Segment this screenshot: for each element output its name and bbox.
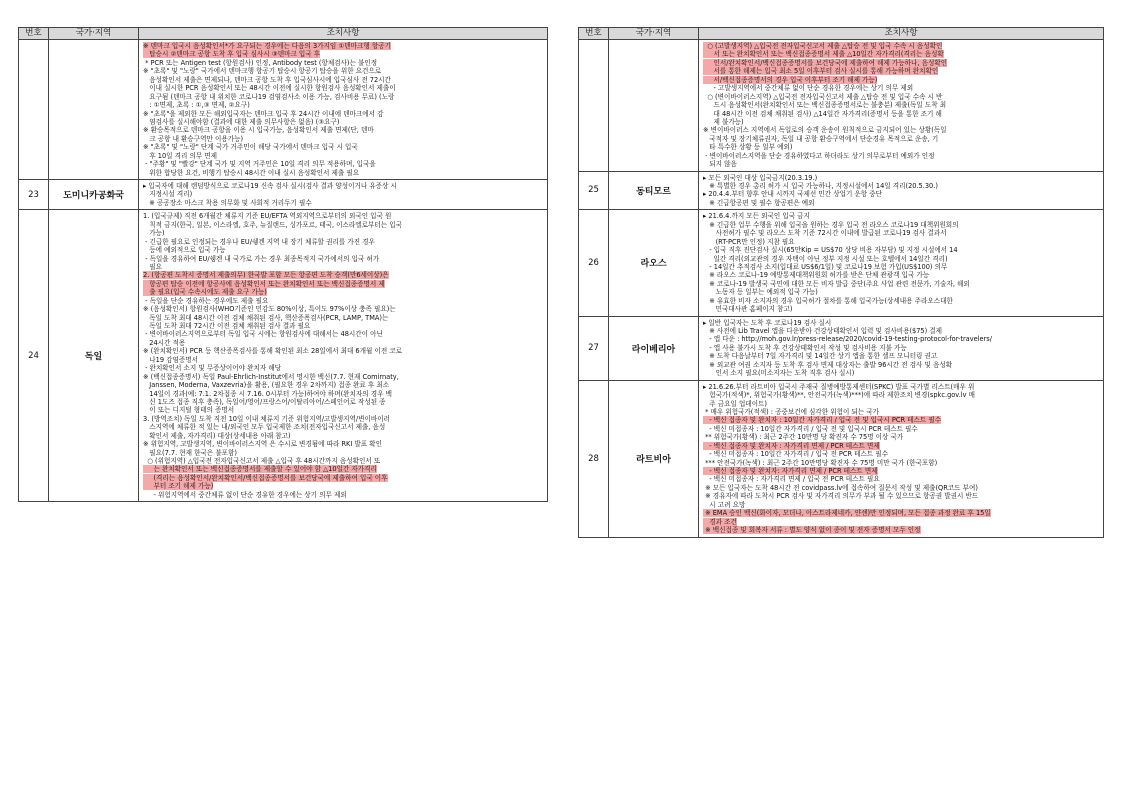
measure-line: 요구됨 (덴마크 공항 내 위치한 코로나19 검염검사소 이용 가능, 검사비용 무료) (노랑 (143, 92, 395, 101)
row-measures (699, 380, 1104, 537)
measure-line (703, 518, 1099, 526)
measure-line: 시 고려 요망 (703, 500, 746, 509)
highlighted-text: ※ EMA 승인 백신(화이자, 모더나, 아스트라제네카, 얀센)만 인정되며, 모든 접종 과정 완료 후 15일 (703, 509, 991, 518)
measure-line (703, 42, 1099, 50)
table-row (19, 40, 548, 180)
measure-line: 필요 (143, 262, 163, 271)
highlighted-text: 2. (항공편 도착시 증명서 제출의무) 한국발 포함 모든 항공편 도착 승객(만6세이상)은 (143, 271, 389, 280)
measures-table-left (18, 27, 548, 502)
highlighted-text: 인서/완치확인서/백신접종증명서를 보건당국에 제출하여 해제 가능하나, 음성확인 (703, 58, 948, 67)
highlighted-text: 서 또는 완치확인서 또는 백신접종증명서 제출 △10일간 자가격리(격리는 음성확 (703, 50, 944, 59)
row-number (579, 40, 609, 172)
measure-line: ※ 긴급한 업무 수행을 위해 입국을 원하는 경우 입국 전 라오스 코로나19 대책위원회의 (703, 220, 959, 229)
measure-line: 스지역에 체류한 적 있는 내/외국인 모두 입국제한 조치(전자입국신고서 제출, 음성 (143, 423, 386, 432)
measure-line: : ①면제, 초록 : ①,③ 면제, ②요구) (143, 101, 250, 110)
measure-line: 나19 감염증명서 (143, 355, 198, 364)
measure-line: ▸ 입국자에 대해 랜덤방식으로 코로나19 신속 검사 실시(검사 결과 양성이거나 유증상 시 (143, 182, 397, 190)
measure-line (703, 526, 1099, 534)
left-page (18, 27, 548, 502)
measure-line: ※ 변이바이러스 지역에서 독일로의 승객 운송이 원칙적으로 금지되어 있는 상황(독일 (703, 126, 947, 135)
table-row (579, 210, 1104, 316)
measure-line: ※ 사전에 Lib Travel 앱을 다운받아 건강상태확인서 입력 및 검사비용($75) 결제 (703, 327, 943, 335)
measure-line: 제 불가능) (703, 117, 744, 126)
measure-line: 크 공항 내 환승구역만 이용가능) (143, 134, 244, 143)
row-number: 23 (19, 180, 49, 210)
measure-line: 이 또는 디지털 형태의 증명서 (143, 406, 235, 415)
measure-line: 칙적 금지(한국, 일본, 이스라엘, 호주, 뉴질랜드, 싱가포르, 태국, 이스라엘로부터는 입국 (143, 220, 402, 229)
highlighted-text: - 백신 접종자 및 완치자: 자가격리 면제 / PCR 테스트 면제 (703, 467, 878, 475)
highlighted-text: 부터 조기 해제 가능) (143, 482, 214, 491)
right-page (578, 27, 1104, 538)
measure-line: 민국대사관 홈페이지 참고) (703, 305, 793, 314)
measures-table-right (578, 27, 1104, 538)
measure-line: ※ 모든 입국자는 도착 48시간 전 covidpass.lv에 접속하여 질문서 작성 및 제출(QR코드 부여) (703, 483, 978, 492)
measure-line: ※ 공공장소 마스크 착용 의무화 및 사회적 거리두기 필수 (143, 198, 312, 207)
measure-line: - 백신 미접종자 : 자가격리 면제 / 입국 전 PCR 테스트 필요 (703, 475, 880, 484)
measure-line: ○ (변이바이러스지역) △입국전 전자입국신고서 제출 △탑승 전 및 입국 수속 시 반 (703, 92, 943, 101)
table-row (579, 316, 1104, 380)
row-country: 라트비아 (609, 380, 699, 537)
measure-line (703, 416, 1099, 424)
table-row (579, 171, 1104, 210)
row-number: 25 (579, 171, 609, 210)
measure-line: 독일 도착 최대 72시간 이전 검체 채취된 검사 결과 필요 (143, 322, 311, 330)
measure-line: 신 1도즈 접종 직후 충족), 독일어/영어/프랑스어/이탈리아어/스페인어로 작성된 종 (143, 397, 386, 406)
table-row (19, 210, 548, 502)
row-number: 24 (19, 210, 49, 502)
measure-line: ※ (완치확인서) PCR 등 핵산증폭검사를 통해 확인된 최소 28일에서 최대 6개월 이전 코로 (143, 347, 403, 356)
measure-line: 되지 않음 (703, 160, 737, 169)
measure-line: 3. (방역조치) 독일 도착 직전 10일 이내 체류지 기준 위험지역/고발생지역/변이바이러 (143, 414, 390, 423)
measure-line: 음성확인서 제출은 면제되나, 덴마크 공항 도착 후 입국심사시에 입국심사 전 72시간 (143, 75, 391, 84)
measure-line: - 14일간 추적검사 소지(입대료 US$6/1일) 및 코로나19 보험 가입(US$100) 의무 (703, 262, 948, 271)
row-country (49, 40, 139, 180)
measure-line (143, 50, 543, 58)
measure-line: - 긴급한 필요로 인정되는 경우나 EU/쉥겐 지역 내 장기 체류할 권리를 가진 경우 (143, 237, 375, 246)
measure-line: 인서 소지 필요(미소지자는 도착 직후 검사 실시) (703, 369, 855, 378)
measure-line: ▸ 21.6.4.까지 모든 외국인 입국 금지 (703, 212, 810, 221)
highlighted-text: ※ 백신접종 및 회복자 서류 : 별도 양식 없이 종이 및 전자 증명서 모두 인정 (703, 526, 921, 535)
measure-line: 험국가(적색)*, 위험국가(황색)**, 안전국가(녹색)***)에 따라 제한조치 변경(spkc.gov.lv 매 (703, 391, 975, 400)
measure-line: 주 금요일 업데이트) (703, 399, 768, 408)
measure-line: 일간 격리(외교관의 경우 자택이 아닌 정부 지정 시설 또는 호텔에서 14일간 격리) (703, 254, 948, 263)
measure-line (143, 42, 543, 50)
measure-line: Janssen, Moderna, Vaxzevria)을 활용, (필요한 경우 2차까지) 접종 완료 후 최소 (143, 381, 390, 390)
measure-line: - 앱 다운 : http://moh.gov.lr/press-release/2020/covid-19-testing-protocol-for-travelers/ (703, 335, 992, 344)
measure-line: - 입국 직후 진단검사 실시(65만Kip = US$70 상당 비용 자부담) 및 지정 시설에서 14 (703, 246, 958, 255)
measure-line (703, 442, 1099, 450)
measure-line (143, 288, 543, 296)
highlighted-text: ○ (고발생지역) △입국전 전자입국신고서 제출 △탑승 전 및 입국 수속 시 음성확인 (703, 42, 943, 50)
measure-line: ※ 긴급항공편 및 필수 항공편은 예외 (703, 198, 815, 207)
measure-line: 후 10일 격리 의무 면제 (143, 151, 218, 160)
measure-line (703, 59, 1099, 67)
measure-line (703, 50, 1099, 58)
row-country: 독일 (49, 210, 139, 502)
measure-line: (RT-PCR만 인정) 지참 필요 (703, 237, 795, 246)
row-measures (699, 210, 1104, 316)
measure-line: ※ (백신접종증명서) 독일 Paul-Ehrlich-Institut에서 명시한 백신(7.7. 현재 Comirnaty, (143, 372, 399, 381)
row-country: 도미니카공화국 (49, 180, 139, 210)
measure-line: 지정시설 격리) (143, 190, 193, 199)
table-row (579, 380, 1104, 537)
measure-line: ▸ 일반 입국자는 도착 후 코로나19 검사 실시 (703, 318, 832, 327)
measure-line: 대 48시간 이전 검체 채취된 검사) △14일간 자가격리(증명서 등을 통한 조기 해 (703, 109, 942, 118)
measure-line: ○ (위험지역) △입국전 전자입국신고서 제출 △입국 후 48시간까지 음성확인서 또 (143, 457, 381, 465)
measure-line: ※ 코로나-19 발생국 국민에 대한 모든 비자 발급 중단(주요 사업 관련 전문가, 기술자, 해외 (703, 279, 970, 288)
measure-line: 확인서 제출, 자가격리) 대상(상세내용 아래 참고) (143, 431, 291, 440)
row-measures (699, 171, 1104, 210)
row-number: 28 (579, 380, 609, 537)
row-number: 27 (579, 316, 609, 380)
measure-line: ※ (음성확인서) 항원검사(WHO기준인 민감도 80%이상, 특이도 97%이상 충족 필요)는 (143, 305, 396, 314)
measure-line (703, 67, 1099, 75)
highlighted-text: 서/백신접종증명서의 경우 입국 이후부터 조기 해제 가능) (703, 75, 878, 84)
measure-line (143, 474, 543, 482)
measure-line: 국적자 및 장기체류권자, 독일 내 공항 환승구역에서 단순경유 목적으로 운송, 기 (703, 134, 939, 143)
row-measures (139, 180, 548, 210)
measure-line: ▸ 21.6.26.부터 라트비아 입국시 주재국 질병예방통제센터(SPKC) 발표 국가별 리스트(매우 위 (703, 382, 975, 391)
measure-line: 24시간 적용 (143, 338, 186, 347)
measure-line: ※ "초록" 및 "노랑" 국가에서 덴마크행 항공기 탑승시 항공기 탑승을 위한 요건으로 (143, 67, 382, 76)
measure-line (143, 482, 543, 490)
measure-line: 타 특수한 상황 등 일부 예외) (703, 143, 793, 152)
measure-line: ** 위험국가(황색) : 최근 2주간 10만명 당 확진자 수 75명 이상 국가 (703, 433, 904, 442)
measure-line: - 변이바이러스지역을 단순 경유하였다고 하더라도 상기 의무로부터 예외가 인정 (703, 151, 935, 160)
measure-line: - 위험지역에서 중간체류 없이 단순 경유한 경우에는 상기 의무 제외 (143, 490, 347, 499)
measure-line: - 독일을 단순 경유하는 경우에도 제출 필요 (143, 296, 269, 305)
measure-line: - 변이바이러스지역으로부터 독일 입국 시에는 항원검사에 대해서는 48시간이 아닌 (143, 330, 383, 339)
measure-line: ※ 특별한 경우 총리 허가 시 입국 가능하나, 지정시설에서 14일 격리(20.5.30.) (703, 182, 938, 190)
measure-line: 등에 예외적으로 입국 가능 (143, 246, 226, 255)
measure-line: - 백신 미접종자 : 10일간 자가격리 / 입국 전 PCR 테스트 필수 (703, 450, 889, 459)
measure-line: 노동자 등 일부는 예외적 입국 가능) (703, 288, 818, 297)
measure-line (143, 271, 543, 279)
measure-line: - "주황" 및 "빨강" 단계 국가 및 지역 거주민은 10일 격리 의무 적용하며, 입국을 (143, 160, 376, 169)
measure-line: 필요(7.7. 현재 한국은 불포함) (143, 448, 237, 457)
table-header (19, 28, 548, 40)
measure-line: 드시 음성확인서(완치확인서 또는 백신접종증명서로는 불충분) 제출(독일 도착 최 (703, 101, 947, 110)
header-measures: 조치사항 (699, 28, 1104, 40)
measure-line: 염검사를 실시해야함 (결과에 대한 제출 의무사항은 없음) (③요구) (143, 117, 340, 126)
highlighted-text: 서를 통한 해제는 입국 최소 5일 이후부터 검사 실시를 통해 가능하며 완치확인 (703, 67, 939, 76)
row-country: 동티모르 (609, 171, 699, 210)
measure-line: ※ "초록" 및 "노랑" 단계 국가 거주민이 해당 국가에서 덴마크 입국 시 입국 (143, 143, 358, 152)
row-number (19, 40, 49, 180)
highlighted-text: 탑승시 ②덴마크 공항 도착 후 입국 심사시 ③덴마크 입국 후 (143, 50, 321, 59)
table-row (579, 40, 1104, 172)
highlighted-text: ※ 덴마크 입국시 음성확인서*가 요구되는 경우에는 다음의 3가지임 ①덴마크행 항공기 (143, 42, 391, 50)
measure-line: ※ "초록"을 제외한 모든 해외입국자는 덴마크 입국 후 24시간 이내에 덴마크에서 감 (143, 109, 384, 118)
row-country: 라이베리아 (609, 316, 699, 380)
measure-line: ※ 위험지역, 고발생지역, 변이바이러스지역 은 수시로 변경됨에 따라 RKI 발표 확인 (143, 440, 382, 449)
table-row (19, 180, 548, 210)
highlighted-text: 는 완치확인서 또는 백신접종증명서를 제출할 수 있어야 함 △10일간 자가격리 (143, 465, 377, 474)
measure-line: 위한 합당한 요건, 비행기 탑승시 48시간 이내 실시 음성확인서 제출 필요 (143, 168, 360, 177)
header-country: 국가·지역 (609, 28, 699, 40)
row-country: 라오스 (609, 210, 699, 316)
highlighted-text: (격리는 음성확인서/완치확인서/백신접종증명서를 보건당국에 제출하여 입국 이후 (143, 473, 388, 482)
measure-line: *** 안전국가(녹색) : 최근 2주간 10만명당 확진자 수 75명 미만 국가 (한국포함) (703, 458, 938, 467)
measure-line: ※ 라오스 코로나-19 예방통제대책위원회 허가를 받은 단체 관광객 입국 가능 (703, 271, 930, 280)
measure-line: ※ 유효한 비자 소지자의 경우 입국허가 절차를 통해 입국가능(상세내용 주라오스대한 (703, 296, 953, 305)
measure-line: ※ 외교관 여권 소지자 등 도착 후 검사 면제 대상자는 출발 96시간 전 검사 및 음성확 (703, 360, 953, 369)
row-country (609, 40, 699, 172)
row-measures (139, 210, 548, 502)
header-measures: 조치사항 (139, 28, 548, 40)
measure-line: - 백신 미접종자 : 10일간 자가격리 / 입국 전 및 입국시 PCR 테스트 필수 (703, 424, 918, 433)
measure-line: 이내 실시한 PCR 음성확인서 또는 48시간 이전에 실시한 항원검사 음성확인서 제출이 (143, 84, 396, 93)
measure-line: 가능) (143, 229, 165, 238)
measure-line: * PCR 또는 Antigen test (항원검사) 인정, Antibody test (항체검사)는 불인정 (143, 58, 378, 67)
measure-line: ※ 도착 다음날부터 7일 자가격리 및 14일간 상기 앱을 통한 셀프 모니터링 권고 (703, 352, 938, 361)
header-no: 번호 (579, 28, 609, 40)
highlighted-text: 경과 조건 (703, 517, 737, 526)
measure-line (703, 509, 1099, 517)
measure-line: - 완치확인서 소지 및 무증상이어야 완치자 해당 (143, 364, 282, 373)
highlighted-text: 출 필요(입국 수속시에도 제출 요구 가능) (143, 288, 267, 297)
measure-line: * 매우 위험국가(적색) : 공중보건에 심각한 위험이 되는 국가 (703, 407, 880, 416)
row-measures (699, 316, 1104, 380)
highlighted-text: 항공편 탑승 이전에 항공사에 음성확인서 또는 완치확인서 또는 백신접종증명서 제 (143, 279, 385, 288)
measure-line: ▸ 모든 외국인 대상 입국금지(20.3.19.) (703, 173, 818, 182)
measure-line: - 독일을 경유하여 EU/쉥겐 내 국가로 가는 경우 최종목적지 국가에서의 입국 허가 (143, 254, 380, 263)
measure-line: 1. (입국규제) 직전 6개월간 체류지 기준 EU/EFTA 역외지역으로부터의 외국인 입국 원 (143, 212, 392, 221)
highlighted-text: - 백신 접종자 및 완치자 : 10일간 자가격리 / 입국 전 및 입국시 PCR 테스트 필수 (703, 416, 942, 425)
header-no: 번호 (19, 28, 49, 40)
measure-line: 14일이 경과(예: 7.1. 2차접종 시 7.16. 0시부터 가능)하여야 하며(완치자의 경우 백 (143, 389, 392, 398)
measure-line: ※ 환승목적으로 덴마크 공항을 이용 시 입국가능, 음성확인서 제출 면제(단, 덴마 (143, 126, 374, 135)
row-number: 26 (579, 210, 609, 316)
measure-line (703, 467, 1099, 475)
table-header (579, 28, 1104, 40)
measure-line (703, 76, 1099, 84)
measure-line: ▸ 20.4.4.부터 향후 안내 시까지 국제선 민간 상업기 운항 중단 (703, 190, 883, 199)
measure-line: 사전허가 필수 및 라오스 도착 기준 72시간 이내에 발급된 코로나19 검사 결과서 (703, 229, 947, 238)
row-measures (699, 40, 1104, 172)
measure-line (143, 280, 543, 288)
header-country: 국가·지역 (49, 28, 139, 40)
measure-line: 독일 도착 최대 48시간 이전 검체 채취된 검사, 핵산증폭검사(PCR, LAMP, TMA)는 (143, 313, 389, 322)
highlighted-text: - 백신 접종자 및 완치자 : 자가격리 면제 / PCR 테스트 면제 (703, 441, 880, 450)
measure-line (143, 465, 543, 473)
measure-line: - 앱 사용 불가시 도착 후 건강상태확인서 작성 및 검사비용 지불 가능 (703, 343, 907, 352)
measure-line: ※ 경유자에 따라 도착시 PCR 검사 및 자가격리 의무가 부과 될 수 있으므로 항공권 발권시 반드 (703, 492, 979, 501)
measure-line: - 고발생지역에서 중간체류 없이 단순 경유한 경우에는 상기 의무 제외 (703, 84, 914, 93)
row-measures (139, 40, 548, 180)
